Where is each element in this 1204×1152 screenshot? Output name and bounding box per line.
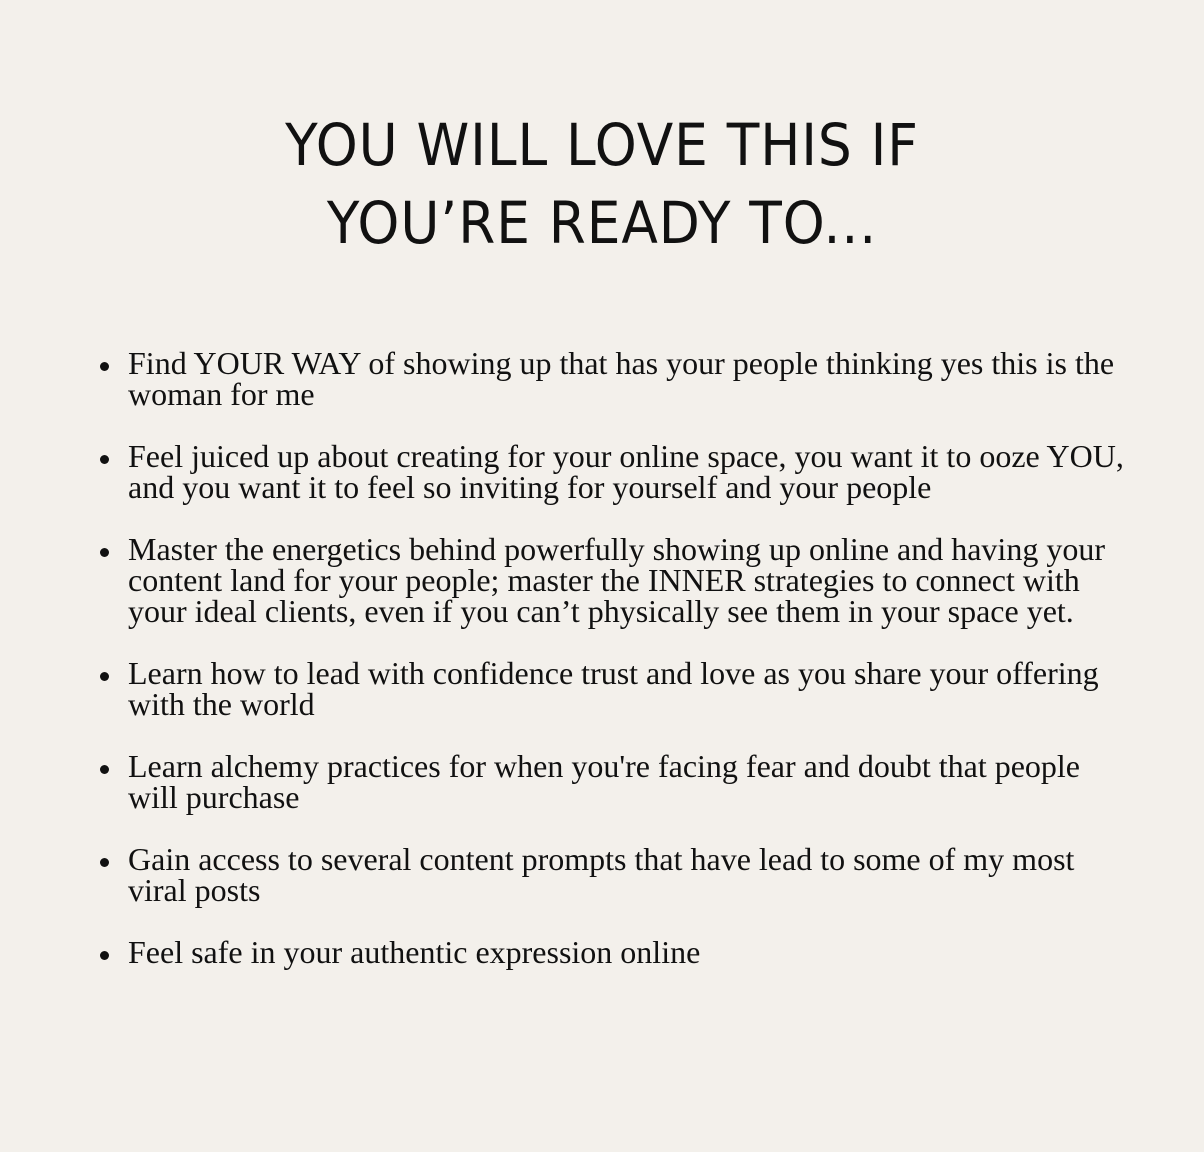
headline-line-2: YOU’RE READY TO... (326, 189, 878, 257)
headline-line-1: YOU WILL LOVE THIS IF (285, 111, 919, 179)
headline (48, 106, 1156, 262)
list-item: Learn alchemy practices for when you're facing fear and doubt that people will purchase (98, 751, 1128, 813)
list-item: Find YOUR WAY of showing up that has your people thinking yes this is the woman for me (98, 348, 1128, 410)
list-item: Gain access to several content prompts that have lead to some of my most viral posts (98, 844, 1128, 906)
list-item: Master the energetics behind powerfully showing up online and having your content land for your people; master the INNER strategies to connect with your ideal clients, even if you can’t physically see them in your space yet. (98, 534, 1128, 627)
benefits-list (98, 345, 1128, 999)
list-item: Feel safe in your authentic expression online (98, 937, 1128, 968)
list-item: Learn how to lead with confidence trust and love as you share your offering with the world (98, 658, 1128, 720)
list-item: Feel juiced up about creating for your online space, you want it to ooze YOU, and you want it to feel so inviting for yourself and your people (98, 441, 1128, 503)
